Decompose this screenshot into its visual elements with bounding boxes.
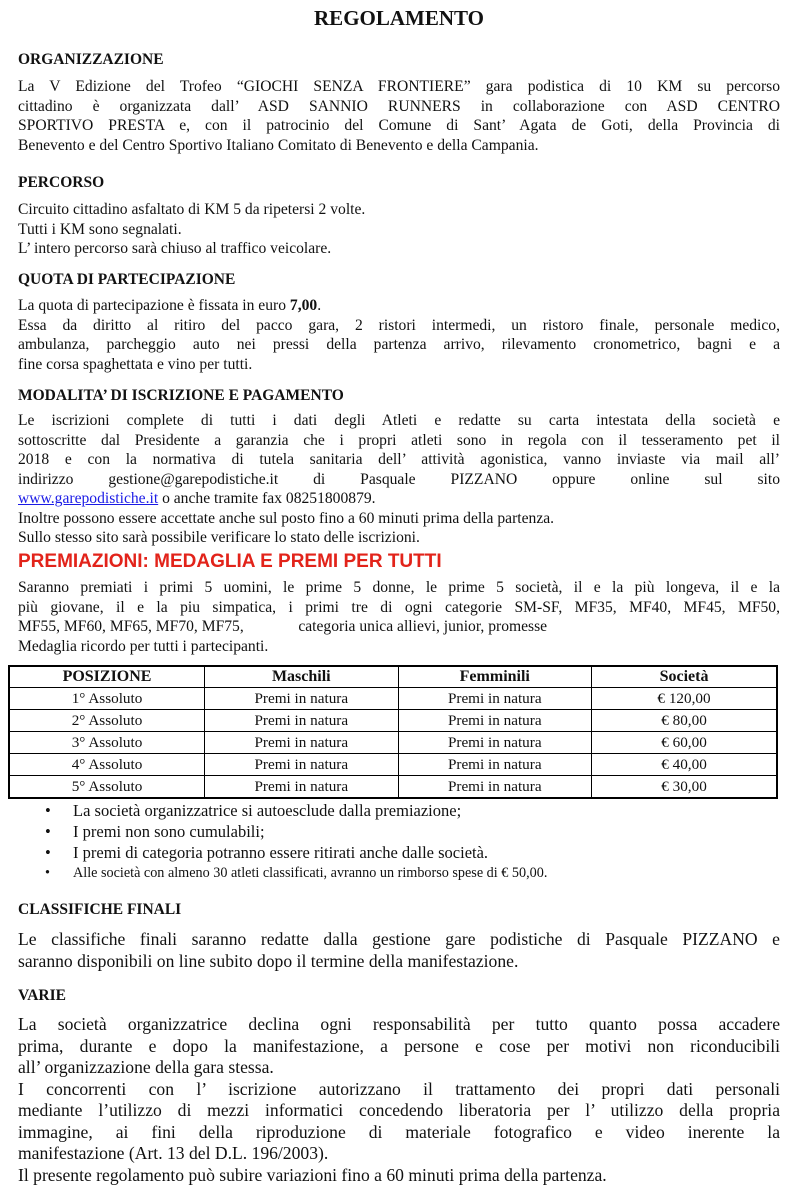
table-cell: Premi in natura xyxy=(205,688,398,710)
column-header: Società xyxy=(592,666,777,688)
table-cell: 2° Assoluto xyxy=(9,710,205,732)
text-line: manifestazione (Art. 13 del D.L. 196/2003). xyxy=(18,1143,329,1163)
table-row xyxy=(9,732,777,754)
list-item xyxy=(18,821,780,842)
table-cell: Premi in natura xyxy=(205,776,398,799)
table-cell: 1° Assoluto xyxy=(9,688,205,710)
text-line: L’ intero percorso sarà chiuso al traffico veicolare. xyxy=(18,240,332,257)
table-cell: Premi in natura xyxy=(398,754,592,776)
text-line: cittadino è organizzata dall’ ASD SANNIO RUNNERS in collaborazione con ASD CENTRO xyxy=(18,97,780,115)
classifiche-text xyxy=(18,929,780,972)
table-cell: € 120,00 xyxy=(592,688,777,710)
text-line: immagine, ai fini della riproduzione di materiale fotografico e video inerente la xyxy=(18,1121,780,1142)
text-line: fine corsa spaghettata e vino per tutti. xyxy=(18,355,253,373)
text-line: Tutti i KM sono segnalati. xyxy=(18,220,182,238)
quota-text xyxy=(18,296,780,374)
list-item xyxy=(18,800,780,821)
list-item xyxy=(18,863,780,884)
text-line: Il presente regolamento può subire variazioni fino a 60 minuti prima della partenza. xyxy=(18,1164,607,1185)
column-header: Maschili xyxy=(205,666,398,688)
link-suffix: o anche tramite fax 08251800879. xyxy=(158,490,376,507)
text-line: Sullo stesso sito sarà possibile verificare lo stato delle iscrizioni. xyxy=(18,529,420,546)
table-cell: Premi in natura xyxy=(205,710,398,732)
text-line: Essa da diritto al ritiro del pacco gara, 2 ristori intermedi, un ristoro finale, personale medico, xyxy=(18,316,780,334)
heading-premiazioni: PREMIAZIONI: MEDAGLIA E PREMI PER TUTTI xyxy=(18,551,442,572)
quota-prefix: La quota di partecipazione è fissata in euro xyxy=(18,297,290,314)
section-varie xyxy=(18,986,780,1186)
text-line: prima, durante e dopo la manifestazione, a persone e cose per motivi non riconducibili xyxy=(18,1035,780,1056)
text-line: mediante l’utilizzo di mezzi informatici concedendo liberatoria per l’ utilizzo della propria xyxy=(18,1100,780,1120)
prize-notes-list xyxy=(18,800,780,884)
list-item xyxy=(18,842,780,863)
text-line: Saranno premiati i primi 5 uomini, le prime 5 donne, le prime 5 società, il e la più longeva, il e la xyxy=(18,579,780,596)
text-line: Circuito cittadino asfaltato di KM 5 da ripetersi 2 volte. xyxy=(18,201,366,218)
varie-text xyxy=(18,1014,780,1186)
table-cell: Premi in natura xyxy=(398,688,592,710)
heading-organizzazione: ORGANIZZAZIONE xyxy=(18,51,164,68)
modalita-text xyxy=(18,411,780,548)
premiazioni-text xyxy=(18,578,780,656)
table-cell: 4° Assoluto xyxy=(9,754,205,776)
table-cell: € 30,00 xyxy=(592,776,777,799)
text-line: 2018 e con la normativa di tutela sanitaria dell’ attività agonistica, vanno inviaste via mail all’ xyxy=(18,451,780,468)
table-row xyxy=(9,688,777,710)
quota-amount: 7,00 xyxy=(289,297,318,314)
organizzazione-text xyxy=(18,77,780,155)
list-item-text: I premi non sono cumulabili; xyxy=(73,822,265,841)
text-line: SPORTIVO PRESTA e, con il patrocinio del Comune di Sant’ Agata de Goti, della Provincia di xyxy=(18,117,780,134)
text-line: saranno disponibili on line subito dopo il termine della manifestazione. xyxy=(18,950,519,971)
text-line: MF55, MF60, MF65, MF70, MF75, categoria unica allievi, junior, promesse xyxy=(18,618,548,635)
link-line xyxy=(18,489,780,509)
heading-varie: VARIE xyxy=(18,987,66,1004)
table-cell: Premi in natura xyxy=(398,710,592,732)
table-cell: € 40,00 xyxy=(592,754,777,776)
table-cell: Premi in natura xyxy=(205,754,398,776)
text-line: più giovane, il e la piu simpatica, i primi tre di ogni categorie SM-SF, MF35, MF40, MF45, MF50, xyxy=(18,598,780,616)
list-item-text: La società organizzatrice si autoesclude dalla premiazione; xyxy=(73,801,462,820)
text-line: Le classifiche finali saranno redatte dalla gestione gare podistiche di Pasquale PIZZANO e xyxy=(18,929,780,949)
quota-line xyxy=(18,296,780,316)
text-line: I concorrenti con l’ iscrizione autorizzano il trattamento dei propri dati personali xyxy=(18,1078,780,1099)
heading-modalita: MODALITA’ DI ISCRIZIONE E PAGAMENTO xyxy=(18,387,344,404)
text-line: indirizzo gestione@garepodistiche.it di Pasquale PIZZANO oppure online sul sito xyxy=(18,470,780,488)
document-title: REGOLAMENTO xyxy=(314,6,484,30)
table-cell: Premi in natura xyxy=(205,732,398,754)
column-header: POSIZIONE xyxy=(9,666,205,688)
prizes-table xyxy=(8,665,778,799)
table-header-row xyxy=(9,666,777,688)
percorso-text xyxy=(18,200,780,259)
list-item-text: I premi di categoria potranno essere ritirati anche dalle società. xyxy=(73,843,489,862)
table-row xyxy=(9,776,777,799)
table-cell: € 60,00 xyxy=(592,732,777,754)
table-cell: Premi in natura xyxy=(398,776,592,799)
section-premiazioni xyxy=(18,551,780,884)
column-header: Femminili xyxy=(398,666,592,688)
heading-quota: QUOTA DI PARTECIPAZIONE xyxy=(18,271,236,288)
section-organizzazione xyxy=(18,50,780,155)
bullet-icon: • xyxy=(45,865,50,881)
text-line: all’ organizzazione della gara stessa. xyxy=(18,1057,274,1077)
regulation-document xyxy=(18,0,780,1185)
website-link[interactable]: www.garepodistiche.it xyxy=(18,490,159,507)
section-modalita xyxy=(18,386,780,548)
list-item-text: Alle società con almeno 30 atleti classificati, avranno un rimborso spese di € 50,00. xyxy=(73,865,548,881)
table-row xyxy=(9,710,777,732)
text-line: sottoscritte dal Presidente a garanzia che i propri atleti sono in regola con il tesseramento pet il xyxy=(18,431,780,449)
quota-suffix: . xyxy=(317,297,322,314)
text-line: Inoltre possono essere accettate anche sul posto fino a 60 minuti prima della partenza. xyxy=(18,509,555,527)
section-quota xyxy=(18,270,780,374)
text-line: Benevento e del Centro Sportivo Italiano Comitato di Benevento e della Campania. xyxy=(18,136,539,154)
bullet-icon: • xyxy=(45,822,51,841)
text-line: Le iscrizioni complete di tutti i dati degli Atleti e redatte su carta intestata della società e xyxy=(18,412,780,429)
section-percorso xyxy=(18,173,780,259)
table-cell: 5° Assoluto xyxy=(9,776,205,799)
heading-classifiche: CLASSIFICHE FINALI xyxy=(18,901,182,918)
table-cell: Premi in natura xyxy=(398,732,592,754)
text-line: ambulanza, parcheggio auto nei pressi della partenza arrivo, rilevamento cronometrico, bagni e a xyxy=(18,336,780,353)
text-line: Medaglia ricordo per tutti i partecipanti. xyxy=(18,637,269,655)
bullet-icon: • xyxy=(45,843,51,862)
table-row xyxy=(9,754,777,776)
section-classifiche xyxy=(18,900,780,972)
text-line: La V Edizione del Trofeo “GIOCHI SENZA FRONTIERE” gara podistica di 10 KM su percorso xyxy=(18,78,780,95)
heading-percorso: PERCORSO xyxy=(18,174,105,191)
bullet-icon: • xyxy=(45,801,51,820)
text-line: La società organizzatrice declina ogni responsabilità per tutto quanto possa accadere xyxy=(18,1014,780,1034)
table-cell: 3° Assoluto xyxy=(9,732,205,754)
table-cell: € 80,00 xyxy=(592,710,777,732)
